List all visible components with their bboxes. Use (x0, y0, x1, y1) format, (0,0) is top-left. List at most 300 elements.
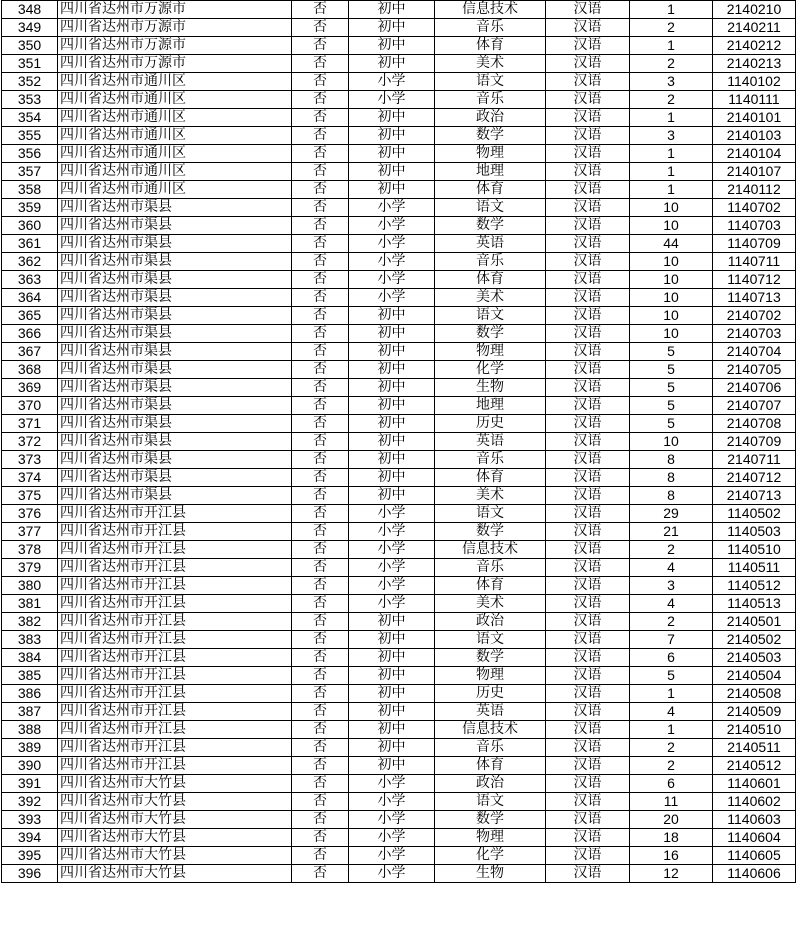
headcount-cell: 1 (630, 685, 713, 703)
school-level-cell: 小学 (349, 253, 435, 271)
subject-cell: 数学 (435, 649, 546, 667)
table-row (2, 487, 796, 505)
flag-cell: 否 (292, 361, 349, 379)
region-cell: 四川省达州市通川区 (58, 109, 292, 127)
table-row (2, 865, 796, 883)
position-code-cell: 1140503 (713, 523, 796, 541)
position-code-cell: 2140112 (713, 181, 796, 199)
subject-cell: 物理 (435, 829, 546, 847)
table-row (2, 847, 796, 865)
row-number-cell: 351 (2, 55, 58, 73)
table-row (2, 433, 796, 451)
region-cell: 四川省达州市万源市 (58, 37, 292, 55)
subject-cell: 音乐 (435, 451, 546, 469)
region-cell: 四川省达州市渠县 (58, 415, 292, 433)
row-number-cell: 364 (2, 289, 58, 307)
position-code-cell: 1140702 (713, 199, 796, 217)
school-level-cell: 小学 (349, 559, 435, 577)
language-cell: 汉语 (546, 109, 630, 127)
school-level-cell: 小学 (349, 577, 435, 595)
table-row (2, 235, 796, 253)
region-cell: 四川省达州市大竹县 (58, 829, 292, 847)
flag-cell: 否 (292, 811, 349, 829)
position-code-cell: 1140512 (713, 577, 796, 595)
subject-cell: 信息技术 (435, 721, 546, 739)
school-level-cell: 初中 (349, 343, 435, 361)
row-number-cell: 369 (2, 379, 58, 397)
subject-cell: 体育 (435, 757, 546, 775)
flag-cell: 否 (292, 865, 349, 883)
row-number-cell: 358 (2, 181, 58, 199)
table-row (2, 307, 796, 325)
table-row (2, 811, 796, 829)
headcount-cell: 2 (630, 55, 713, 73)
flag-cell: 否 (292, 685, 349, 703)
headcount-cell: 5 (630, 667, 713, 685)
region-cell: 四川省达州市渠县 (58, 271, 292, 289)
flag-cell: 否 (292, 19, 349, 37)
flag-cell: 否 (292, 505, 349, 523)
subject-cell: 数学 (435, 127, 546, 145)
table-row (2, 775, 796, 793)
region-cell: 四川省达州市大竹县 (58, 793, 292, 811)
table-row (2, 703, 796, 721)
region-cell: 四川省达州市大竹县 (58, 775, 292, 793)
subject-cell: 体育 (435, 37, 546, 55)
region-cell: 四川省达州市渠县 (58, 451, 292, 469)
headcount-cell: 16 (630, 847, 713, 865)
school-level-cell: 初中 (349, 739, 435, 757)
row-number-cell: 360 (2, 217, 58, 235)
subject-cell: 美术 (435, 55, 546, 73)
language-cell: 汉语 (546, 649, 630, 667)
region-cell: 四川省达州市开江县 (58, 541, 292, 559)
headcount-cell: 3 (630, 577, 713, 595)
flag-cell: 否 (292, 847, 349, 865)
subject-cell: 生物 (435, 379, 546, 397)
flag-cell: 否 (292, 271, 349, 289)
school-level-cell: 小学 (349, 289, 435, 307)
row-number-cell: 388 (2, 721, 58, 739)
school-level-cell: 初中 (349, 1, 435, 19)
language-cell: 汉语 (546, 577, 630, 595)
subject-cell: 地理 (435, 163, 546, 181)
flag-cell: 否 (292, 37, 349, 55)
flag-cell: 否 (292, 775, 349, 793)
flag-cell: 否 (292, 613, 349, 631)
subject-cell: 美术 (435, 289, 546, 307)
region-cell: 四川省达州市渠县 (58, 361, 292, 379)
language-cell: 汉语 (546, 379, 630, 397)
position-code-cell: 2140503 (713, 649, 796, 667)
language-cell: 汉语 (546, 847, 630, 865)
position-code-cell: 1140102 (713, 73, 796, 91)
row-number-cell: 379 (2, 559, 58, 577)
flag-cell: 否 (292, 451, 349, 469)
language-cell: 汉语 (546, 397, 630, 415)
position-code-cell: 2140705 (713, 361, 796, 379)
table-row (2, 19, 796, 37)
school-level-cell: 初中 (349, 361, 435, 379)
headcount-cell: 1 (630, 163, 713, 181)
region-cell: 四川省达州市通川区 (58, 73, 292, 91)
position-code-cell: 1140602 (713, 793, 796, 811)
region-cell: 四川省达州市开江县 (58, 559, 292, 577)
table-row (2, 55, 796, 73)
table-row (2, 343, 796, 361)
position-code-cell: 1140604 (713, 829, 796, 847)
school-level-cell: 初中 (349, 613, 435, 631)
row-number-cell: 377 (2, 523, 58, 541)
school-level-cell: 初中 (349, 163, 435, 181)
language-cell: 汉语 (546, 127, 630, 145)
row-number-cell: 392 (2, 793, 58, 811)
position-code-cell: 1140712 (713, 271, 796, 289)
headcount-cell: 6 (630, 649, 713, 667)
subject-cell: 生物 (435, 865, 546, 883)
region-cell: 四川省达州市开江县 (58, 685, 292, 703)
school-level-cell: 初中 (349, 37, 435, 55)
region-cell: 四川省达州市渠县 (58, 343, 292, 361)
headcount-cell: 10 (630, 253, 713, 271)
region-cell: 四川省达州市渠县 (58, 253, 292, 271)
subject-cell: 英语 (435, 433, 546, 451)
row-number-cell: 359 (2, 199, 58, 217)
row-number-cell: 376 (2, 505, 58, 523)
school-level-cell: 小学 (349, 811, 435, 829)
region-cell: 四川省达州市开江县 (58, 631, 292, 649)
headcount-cell: 4 (630, 559, 713, 577)
region-cell: 四川省达州市开江县 (58, 613, 292, 631)
region-cell: 四川省达州市通川区 (58, 181, 292, 199)
row-number-cell: 348 (2, 1, 58, 19)
table-row (2, 127, 796, 145)
region-cell: 四川省达州市渠县 (58, 397, 292, 415)
headcount-cell: 11 (630, 793, 713, 811)
headcount-cell: 8 (630, 487, 713, 505)
subject-cell: 信息技术 (435, 1, 546, 19)
position-code-cell: 2140504 (713, 667, 796, 685)
position-code-cell: 1140713 (713, 289, 796, 307)
region-cell: 四川省达州市通川区 (58, 91, 292, 109)
position-code-cell: 2140712 (713, 469, 796, 487)
language-cell: 汉语 (546, 271, 630, 289)
language-cell: 汉语 (546, 91, 630, 109)
school-level-cell: 小学 (349, 793, 435, 811)
flag-cell: 否 (292, 379, 349, 397)
headcount-cell: 2 (630, 739, 713, 757)
flag-cell: 否 (292, 631, 349, 649)
subject-cell: 音乐 (435, 739, 546, 757)
table-row (2, 1, 796, 19)
subject-cell: 音乐 (435, 19, 546, 37)
region-cell: 四川省达州市大竹县 (58, 811, 292, 829)
language-cell: 汉语 (546, 361, 630, 379)
region-cell: 四川省达州市开江县 (58, 757, 292, 775)
row-number-cell: 362 (2, 253, 58, 271)
headcount-cell: 5 (630, 397, 713, 415)
subject-cell: 化学 (435, 361, 546, 379)
language-cell: 汉语 (546, 541, 630, 559)
row-number-cell: 363 (2, 271, 58, 289)
headcount-cell: 3 (630, 73, 713, 91)
language-cell: 汉语 (546, 343, 630, 361)
region-cell: 四川省达州市渠县 (58, 433, 292, 451)
school-level-cell: 初中 (349, 721, 435, 739)
region-cell: 四川省达州市开江县 (58, 523, 292, 541)
language-cell: 汉语 (546, 487, 630, 505)
row-number-cell: 386 (2, 685, 58, 703)
headcount-cell: 3 (630, 127, 713, 145)
flag-cell: 否 (292, 397, 349, 415)
position-code-cell: 2140706 (713, 379, 796, 397)
flag-cell: 否 (292, 757, 349, 775)
headcount-cell: 5 (630, 343, 713, 361)
school-level-cell: 小学 (349, 217, 435, 235)
row-number-cell: 393 (2, 811, 58, 829)
position-code-cell: 1140601 (713, 775, 796, 793)
language-cell: 汉语 (546, 235, 630, 253)
position-code-cell: 2140512 (713, 757, 796, 775)
headcount-cell: 4 (630, 703, 713, 721)
position-code-cell: 1140513 (713, 595, 796, 613)
region-cell: 四川省达州市通川区 (58, 163, 292, 181)
flag-cell: 否 (292, 289, 349, 307)
headcount-cell: 2 (630, 757, 713, 775)
subject-cell: 信息技术 (435, 541, 546, 559)
headcount-cell: 5 (630, 415, 713, 433)
flag-cell: 否 (292, 703, 349, 721)
subject-cell: 数学 (435, 217, 546, 235)
language-cell: 汉语 (546, 757, 630, 775)
flag-cell: 否 (292, 595, 349, 613)
headcount-cell: 2 (630, 541, 713, 559)
region-cell: 四川省达州市渠县 (58, 469, 292, 487)
language-cell: 汉语 (546, 217, 630, 235)
subject-cell: 体育 (435, 577, 546, 595)
region-cell: 四川省达州市开江县 (58, 721, 292, 739)
subject-cell: 语文 (435, 505, 546, 523)
headcount-cell: 1 (630, 145, 713, 163)
headcount-cell: 1 (630, 1, 713, 19)
language-cell: 汉语 (546, 37, 630, 55)
language-cell: 汉语 (546, 865, 630, 883)
flag-cell: 否 (292, 649, 349, 667)
language-cell: 汉语 (546, 559, 630, 577)
row-number-cell: 353 (2, 91, 58, 109)
table-row (2, 541, 796, 559)
table-row (2, 271, 796, 289)
row-number-cell: 395 (2, 847, 58, 865)
row-number-cell: 356 (2, 145, 58, 163)
position-code-cell: 2140211 (713, 19, 796, 37)
language-cell: 汉语 (546, 73, 630, 91)
flag-cell: 否 (292, 253, 349, 271)
table-row (2, 91, 796, 109)
headcount-cell: 7 (630, 631, 713, 649)
row-number-cell: 361 (2, 235, 58, 253)
school-level-cell: 初中 (349, 649, 435, 667)
subject-cell: 英语 (435, 235, 546, 253)
position-code-cell: 2140104 (713, 145, 796, 163)
table-row (2, 505, 796, 523)
subject-cell: 美术 (435, 487, 546, 505)
headcount-cell: 18 (630, 829, 713, 847)
school-level-cell: 初中 (349, 469, 435, 487)
row-number-cell: 387 (2, 703, 58, 721)
table-row (2, 631, 796, 649)
position-code-cell: 2140501 (713, 613, 796, 631)
table-row (2, 163, 796, 181)
row-number-cell: 394 (2, 829, 58, 847)
table-row (2, 361, 796, 379)
headcount-cell: 10 (630, 217, 713, 235)
language-cell: 汉语 (546, 181, 630, 199)
school-level-cell: 初中 (349, 379, 435, 397)
language-cell: 汉语 (546, 829, 630, 847)
school-level-cell: 初中 (349, 631, 435, 649)
position-code-cell: 2140711 (713, 451, 796, 469)
headcount-cell: 10 (630, 289, 713, 307)
school-level-cell: 初中 (349, 127, 435, 145)
language-cell: 汉语 (546, 253, 630, 271)
table-row (2, 451, 796, 469)
subject-cell: 物理 (435, 667, 546, 685)
subject-cell: 数学 (435, 811, 546, 829)
subject-cell: 化学 (435, 847, 546, 865)
position-code-cell: 2140212 (713, 37, 796, 55)
position-code-cell: 2140713 (713, 487, 796, 505)
language-cell: 汉语 (546, 721, 630, 739)
language-cell: 汉语 (546, 595, 630, 613)
position-code-cell: 2140502 (713, 631, 796, 649)
row-number-cell: 367 (2, 343, 58, 361)
school-level-cell: 初中 (349, 109, 435, 127)
flag-cell: 否 (292, 73, 349, 91)
headcount-cell: 21 (630, 523, 713, 541)
subject-cell: 地理 (435, 397, 546, 415)
table-row (2, 667, 796, 685)
flag-cell: 否 (292, 415, 349, 433)
language-cell: 汉语 (546, 685, 630, 703)
position-code-cell: 1140605 (713, 847, 796, 865)
headcount-cell: 5 (630, 361, 713, 379)
recruitment-table (1, 0, 796, 883)
flag-cell: 否 (292, 235, 349, 253)
row-number-cell: 382 (2, 613, 58, 631)
headcount-cell: 10 (630, 271, 713, 289)
region-cell: 四川省达州市渠县 (58, 487, 292, 505)
language-cell: 汉语 (546, 523, 630, 541)
region-cell: 四川省达州市渠县 (58, 325, 292, 343)
flag-cell: 否 (292, 325, 349, 343)
position-code-cell: 1140603 (713, 811, 796, 829)
row-number-cell: 373 (2, 451, 58, 469)
flag-cell: 否 (292, 793, 349, 811)
row-number-cell: 352 (2, 73, 58, 91)
headcount-cell: 10 (630, 307, 713, 325)
table-row (2, 415, 796, 433)
school-level-cell: 初中 (349, 145, 435, 163)
school-level-cell: 小学 (349, 865, 435, 883)
position-code-cell: 2140508 (713, 685, 796, 703)
headcount-cell: 1 (630, 721, 713, 739)
flag-cell: 否 (292, 433, 349, 451)
language-cell: 汉语 (546, 163, 630, 181)
row-number-cell: 391 (2, 775, 58, 793)
row-number-cell: 375 (2, 487, 58, 505)
headcount-cell: 29 (630, 505, 713, 523)
language-cell: 汉语 (546, 1, 630, 19)
school-level-cell: 初中 (349, 703, 435, 721)
region-cell: 四川省达州市万源市 (58, 55, 292, 73)
language-cell: 汉语 (546, 505, 630, 523)
subject-cell: 音乐 (435, 253, 546, 271)
position-code-cell: 2140103 (713, 127, 796, 145)
region-cell: 四川省达州市开江县 (58, 667, 292, 685)
language-cell: 汉语 (546, 667, 630, 685)
headcount-cell: 1 (630, 109, 713, 127)
subject-cell: 历史 (435, 415, 546, 433)
subject-cell: 英语 (435, 703, 546, 721)
subject-cell: 历史 (435, 685, 546, 703)
table-row (2, 37, 796, 55)
flag-cell: 否 (292, 181, 349, 199)
region-cell: 四川省达州市开江县 (58, 505, 292, 523)
headcount-cell: 8 (630, 451, 713, 469)
flag-cell: 否 (292, 91, 349, 109)
subject-cell: 语文 (435, 793, 546, 811)
table-body (2, 1, 796, 883)
language-cell: 汉语 (546, 433, 630, 451)
language-cell: 汉语 (546, 811, 630, 829)
school-level-cell: 初中 (349, 757, 435, 775)
position-code-cell: 1140511 (713, 559, 796, 577)
table-row (2, 397, 796, 415)
row-number-cell: 354 (2, 109, 58, 127)
region-cell: 四川省达州市开江县 (58, 649, 292, 667)
language-cell: 汉语 (546, 775, 630, 793)
position-code-cell: 2140708 (713, 415, 796, 433)
school-level-cell: 小学 (349, 523, 435, 541)
language-cell: 汉语 (546, 469, 630, 487)
language-cell: 汉语 (546, 415, 630, 433)
flag-cell: 否 (292, 487, 349, 505)
school-level-cell: 初中 (349, 451, 435, 469)
row-number-cell: 372 (2, 433, 58, 451)
row-number-cell: 383 (2, 631, 58, 649)
region-cell: 四川省达州市万源市 (58, 19, 292, 37)
region-cell: 四川省达州市渠县 (58, 307, 292, 325)
flag-cell: 否 (292, 1, 349, 19)
school-level-cell: 小学 (349, 199, 435, 217)
school-level-cell: 小学 (349, 73, 435, 91)
table-row (2, 325, 796, 343)
table-row (2, 289, 796, 307)
position-code-cell: 1140510 (713, 541, 796, 559)
language-cell: 汉语 (546, 613, 630, 631)
subject-cell: 语文 (435, 631, 546, 649)
school-level-cell: 初中 (349, 55, 435, 73)
row-number-cell: 370 (2, 397, 58, 415)
subject-cell: 音乐 (435, 91, 546, 109)
school-level-cell: 小学 (349, 595, 435, 613)
table-row (2, 181, 796, 199)
region-cell: 四川省达州市渠县 (58, 217, 292, 235)
language-cell: 汉语 (546, 289, 630, 307)
language-cell: 汉语 (546, 19, 630, 37)
position-code-cell: 2140703 (713, 325, 796, 343)
